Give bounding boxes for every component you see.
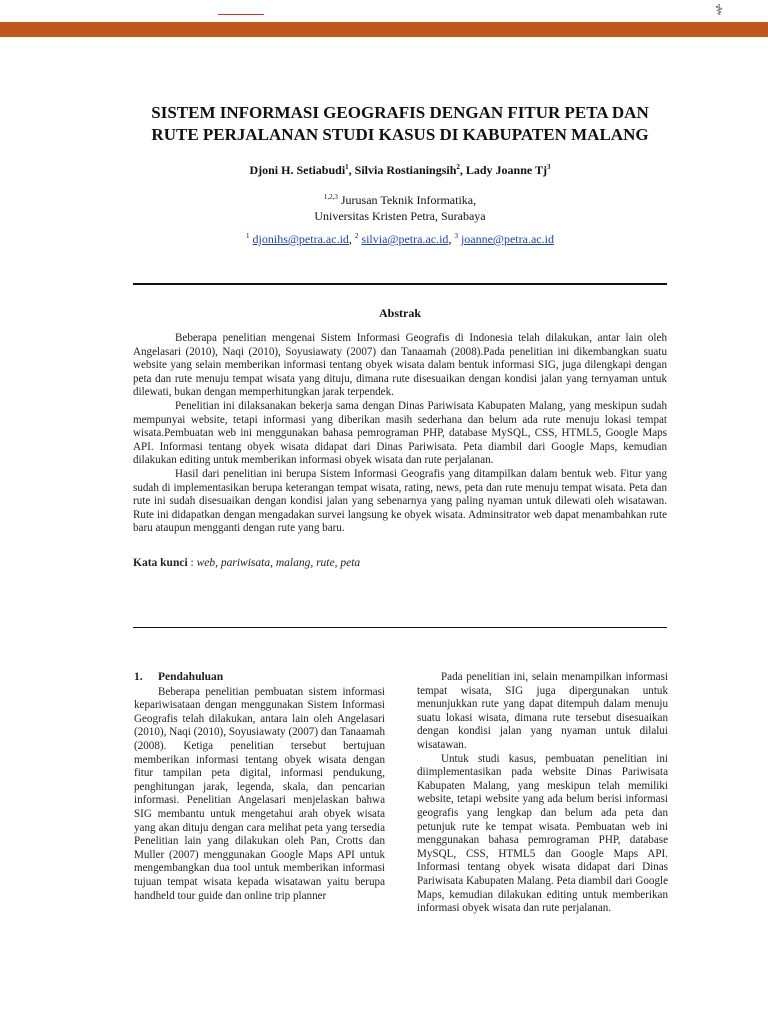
email-sep-2: ,: [448, 232, 455, 246]
keywords-line: [133, 557, 667, 569]
author-2-sup: 2: [456, 163, 460, 171]
left-paragraph-1: Beberapa penelitian pembuatan sistem informasi kepariwisataan dengan menggunakan Sistem Informasi Geografis telah dilakukan, antara lain oleh Angelasari (2010), Naqi (2010), Soyusiawaty (2007) dan Tanaamah (2008). Ketiga penelitian tersebut bertujuan memberikan informasi tentang obyek wisata dengan fitur tampilan peta digital, informasi pendukung, penghitungan jarak, legenda, skala, dan pencarian informasi. Penelitian Angelasari menjelaskan bahwa SIG membantu untuk mengetahui arah obyek wisata yang akan dituju dengan cara melihat peta yang tersedia Penelitian lain yang dilakukan oleh Pan, Crotts dan Muller (2007) menggunakan Google Maps API untuk mengembangkan dua tool untuk memberikan informasi tujuan tempat wisata kepada wisatawan yaitu berupa handheld tour guide dan online trip planner: [134, 685, 385, 902]
column-left: [134, 671, 385, 903]
divider-top: [133, 283, 667, 285]
column-right: [417, 671, 668, 916]
author-list: [100, 163, 700, 178]
author-3-sup: 3: [547, 163, 551, 171]
email-list: [100, 232, 700, 247]
email-link-3[interactable]: joanne@petra.ac.id: [460, 232, 554, 246]
right-paragraph-1: Pada penelitian ini, selain menampilkan informasi tempat wisata, SIG juga dipergunakan untuk menunjukkan rute yang dapat ditempuh dalam menuju suatu lokasi wisata, dimana rute tersebut disesuaikan dengan kondisi jalan yang nyaman untuk dilalui wisatawan.: [417, 671, 668, 751]
email-1-sup: 1: [246, 232, 250, 240]
header-band: [0, 22, 768, 37]
divider-bottom: [133, 627, 667, 628]
keywords-sep: :: [187, 557, 197, 569]
paper-title: [100, 102, 700, 146]
section-1-title: Pendahuluan: [158, 671, 224, 683]
affiliation: [100, 189, 700, 224]
email-3-sup: 3: [454, 232, 458, 240]
abstract-paragraph-3: Hasil dari penelitian ini berupa Sistem Informasi Geografis yang ditampilkan dalam bentuk web. Fitur yang sudah di implementasikan berupa keterangan tempat wisata, rating, news, peta dan rute menuju tempat wisata. Peta dan rute ini sudah disesuaikan dengan kondisi jalan yang sebenarnya yang paling nyaman untuk dilewati oleh wisatawan. Rute ini didapatkan dengan mengadakan survei langsung ke obyek wisata. Adminsitrator web dapat menambahkan rute baru ataupun mengganti dengan rute yang baru.: [133, 467, 667, 535]
keywords-label: Kata kunci: [133, 557, 188, 569]
email-link-1[interactable]: djonihs@petra.ac.id: [252, 232, 349, 246]
abstract-paragraph-2: Penelitian ini dilaksanakan bekerja sama dengan Dinas Pariwisata Kabupaten Malang, yang meskipun sudah mempunyai website, tetapi informasi yang diberikan masih sederhana dan belum ada rute menuju lokasi tempat wisata.Pembuatan web ini menggunakan bahasa pemrograman PHP, database MySQL, CSS, HTML5, Google Maps API. Informasi tentang obyek wisata didapat dari Dinas Pariwisata. Peta diambil dari Google Maps, kemudian dilakukan editing untuk memberikan informasi obyek wisata dan rute perjalanan.: [133, 399, 667, 467]
abstract-body: [133, 332, 667, 536]
author-1: Djoni H. Setiabudi: [249, 163, 346, 177]
section-1-number: 1.: [134, 671, 143, 683]
author-2: , Silvia Rostianingsih: [348, 163, 457, 177]
author-3: , Lady Joanne Tj: [459, 163, 548, 177]
figure-logo-icon: ⚕: [714, 3, 724, 19]
affiliation-sup: 1,2,3: [323, 193, 338, 201]
email-2-sup: 2: [354, 232, 359, 240]
title-line-1: SISTEM INFORMASI GEOGRAFIS DENGAN FITUR PETA DAN: [151, 103, 649, 122]
title-line-2: RUTE PERJALANAN STUDI KASUS DI KABUPATEN MALANG: [151, 125, 649, 144]
affiliation-line-2: Universitas Kristen Petra, Surabaya: [314, 209, 486, 223]
abstract-paragraph-1: Beberapa penelitian mengenai Sistem Informasi Geografis di Indonesia telah dilakukan, antar lain oleh Angelasari (2010), Naqi (2010), Soyusiawaty (2007) dan Tanaamah (2008).Pada penelitian ini dikembangkan suatu website yang selain memberikan informasi tentang obyek wisata dalam bentuk informasi SIG, juga dilengkapi dengan peta dan rute menuju tempat wisata yang dituju, dimana rute disesuaikan dengan kondisi jalan yang ternyaman untuk dilewati, bukan dengan memperhitungkan jarak terpendek.: [133, 332, 667, 399]
toolbar-link-underline[interactable]: [218, 14, 264, 15]
keywords-value: web, pariwisata, malang, rute, peta: [196, 557, 361, 569]
author-1-sup: 1: [345, 163, 349, 171]
abstract-heading: Abstrak: [378, 306, 421, 320]
affiliation-line-1: Jurusan Teknik Informatika,: [337, 193, 477, 207]
email-sep-1: ,: [348, 232, 355, 246]
top-toolbar: [0, 0, 768, 22]
email-link-2[interactable]: silvia@petra.ac.id: [361, 232, 449, 246]
section-1-heading: [134, 671, 385, 685]
right-paragraph-2: Untuk studi kasus, pembuatan penelitian ini diimplementasikan pada website Dinas Pariwisata Kabupaten Malang, yang meskipun telah memiliki website, tetapi website yang ada belum berisi informasi geografis yang lengkap dan belum ada peta dan petunjuk rute ke tempat wisata. Pembuatan web ini menggunakan bahasa pemrograman PHP, database MySQL, CSS, HTML5 dan Google Maps API. Informasi tentang obyek wisata didapat dari Dinas Pariwisata Kabupaten Malang. Peta diambil dari Google Maps, kemudian dilakukan editing untuk memberikan informasi obyek wisata dan rute perjalanan.: [417, 752, 668, 915]
